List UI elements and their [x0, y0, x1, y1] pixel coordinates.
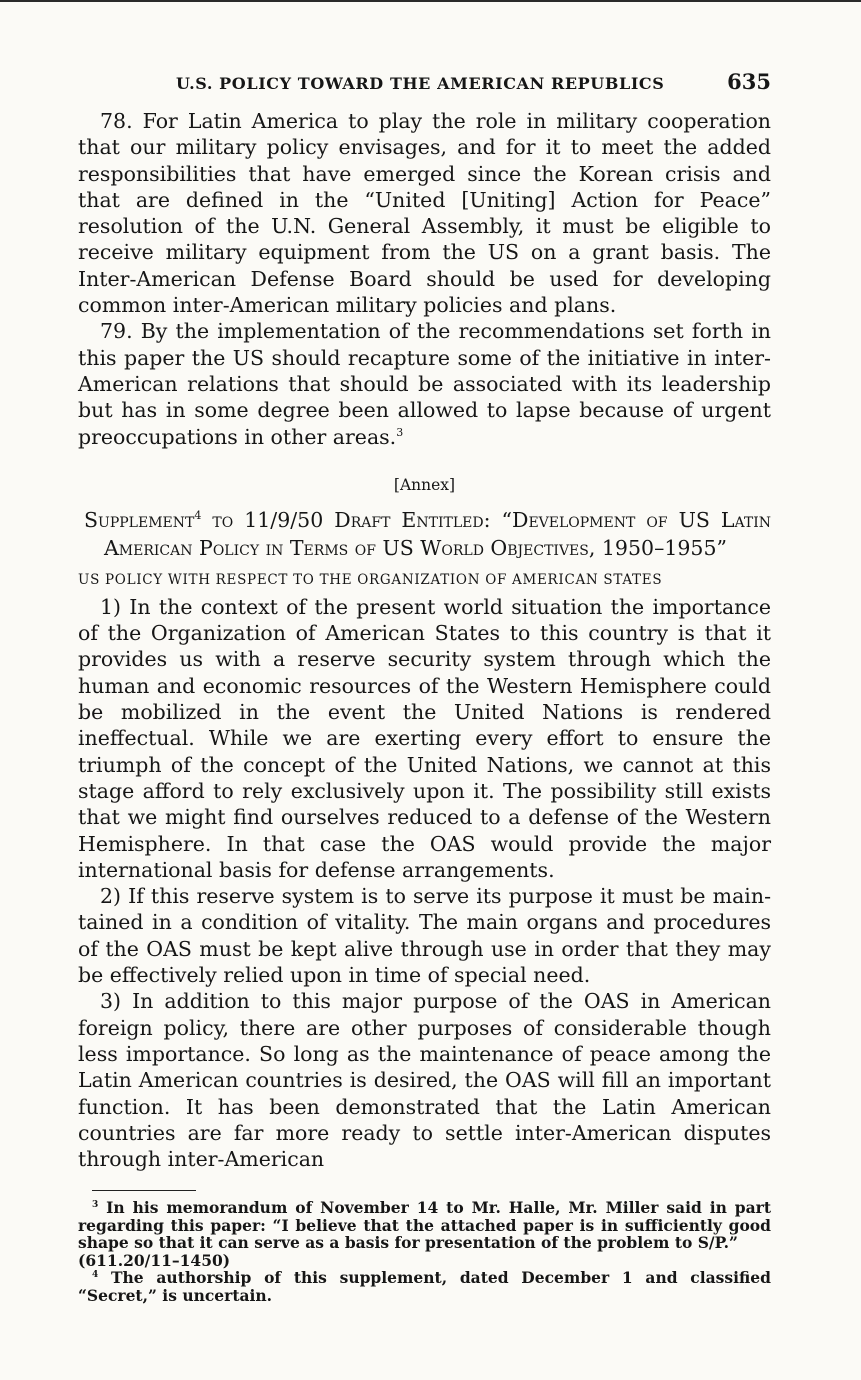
document-page [78, 64, 771, 1304]
footnote-rule [92, 1190, 196, 1191]
top-border [0, 0, 861, 2]
point-1: 1) In the context of the present world situation the importance of the Organization of American States to this country is that it provides us with a reserve security system through which the human and economic resources of the Western Hemisphere could be mobilized in the event the United Nations is rendered ineffectual. While we are exerting every effort to ensure the triumph of the concept of the United Nations, we cannot at this stage afford to rely exclusively upon it. The possibility still exists that we might find ourselves reduced to a defense of the Western Hemisphere. In that case the OAS would provide the major international basis for defense arrangements. [78, 594, 771, 882]
point-2: 2) If this reserve system is to serve its purpose it must be maintained in a condition of vitality. The main organs and procedures of the OAS must be kept alive through use in order that they may be effectively relied upon in time of special need. [78, 884, 771, 988]
paragraph-79-text: 79. By the implementation of the recommendations set forth in this paper the US should recapture some of the initiative in inter-American relations that should be associated with its leadership but has in some degree been allowed to lapse because of urgent preoccupations in other areas. [78, 319, 771, 449]
footnote-3-mark: 3 [92, 1200, 99, 1211]
footnote-3-citation: (611.20/11–1450) [78, 1250, 231, 1270]
annex-label: [Annex] [393, 475, 456, 494]
footnote-3-text: In his memorandum of November 14 to Mr. Halle, Mr. Miller said in part regarding this paper: “I believe that the attached paper is in sufficiently good shape so that it can serve as a basis for presentation of the problem to S/P.” [78, 1198, 771, 1253]
supplement-heading-start: Supplement [84, 507, 195, 532]
footnote-4 [78, 1269, 771, 1304]
running-title: U.S. POLICY TOWARD THE AMERICAN REPUBLICS [176, 74, 665, 93]
point-3: 3) In addition to this major purpose of the OAS in American foreign policy, there are other purposes of considerable though less importance. So long as the maintenance of peace among the Latin American countries is desired, the OAS will fill an important function. It has been demonstrated that the Latin American countries are far more ready to settle inter-American disputes through inter-American [78, 989, 771, 1172]
footnote-ref-3: 3 [396, 425, 404, 439]
paragraph-79 [78, 318, 771, 449]
supplement-heading-rest: to 11/9/50 Draft Entitled: “Development of US Latin American Policy in Terms of US World Objectives, 1950–1955” [104, 507, 771, 560]
running-head [78, 64, 771, 108]
section-heading: US POLICY WITH RESPECT TO THE ORGANIZATION OF AMERICAN STATES [78, 571, 663, 588]
paragraph-78: 78. For Latin America to play the role in military cooperation that our military policy envisages, and for it to meet the added responsibilities that have emerged since the Korean crisis and that are defined in the “United [Uniting] Action for Peace” resolution of the U.N. General Assembly, it must be eligible to receive military equipment from the US on a grant basis. The Inter-American Defense Board should be used for developing common inter-American military policies and plans. [78, 109, 771, 318]
footnote-4-mark: 4 [92, 1270, 99, 1281]
footnote-ref-4: 4 [194, 509, 202, 523]
supplement-heading [84, 506, 771, 562]
footnote-4-text: The authorship of this supplement, dated December 1 and classified “Secret,” is uncertain. [78, 1268, 771, 1305]
page-number: 635 [727, 69, 771, 94]
footnote-3 [78, 1199, 771, 1269]
